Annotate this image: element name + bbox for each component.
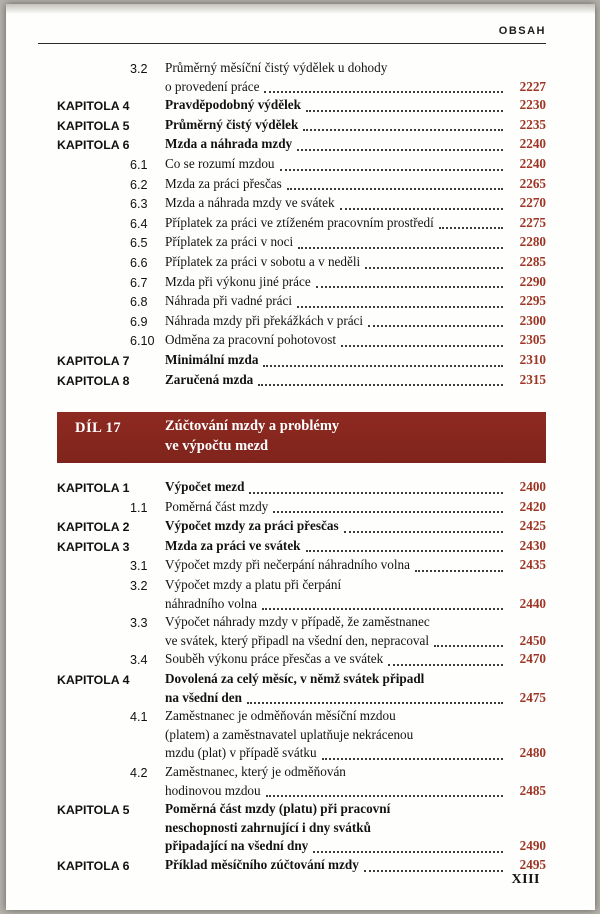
entry-title: Průměrný měsíční čistý výdělek u dohody xyxy=(165,60,388,75)
entry-title: Mzda za práci ve svátek xyxy=(165,537,301,553)
toc-entry-row xyxy=(57,670,546,707)
entry-page-number: 2475 xyxy=(519,689,546,705)
entry-page-number: 2485 xyxy=(519,782,546,798)
entry-title: ve svátek, který připadl na všední den, nepracoval xyxy=(165,632,430,648)
entry-number: 3.3 xyxy=(130,616,148,631)
toc-entry-row xyxy=(57,498,546,518)
toc-entry-row xyxy=(57,650,546,670)
entry-line xyxy=(165,498,546,517)
toc-entry-row xyxy=(57,556,546,576)
entry-body xyxy=(165,371,546,391)
entry-number: 6.8 xyxy=(130,295,148,310)
entry-body xyxy=(165,273,546,293)
entry-line xyxy=(165,78,546,97)
entry-title: Výpočet mzdy při nečerpání náhradního volna xyxy=(165,557,410,573)
entry-line xyxy=(165,351,546,370)
entry-body xyxy=(165,517,546,537)
entry-title: Náhrada při vadné práci xyxy=(165,293,293,309)
entry-title: Odměna za pracovní pohotovost xyxy=(165,332,337,348)
entry-body xyxy=(165,253,546,273)
entry-page-number: 2480 xyxy=(519,745,546,761)
entry-line xyxy=(165,689,546,708)
entry-page-number: 2235 xyxy=(519,116,546,132)
entry-body xyxy=(165,135,546,155)
dot-leader xyxy=(340,208,503,210)
dot-leader xyxy=(341,345,503,347)
entry-title: Průměrný čistý výdělek xyxy=(165,116,299,132)
header-rule xyxy=(38,43,546,44)
toc-entry-row xyxy=(57,478,546,498)
entry-body xyxy=(165,116,546,136)
entry-body xyxy=(165,194,546,214)
entry-line xyxy=(165,253,546,272)
dot-leader xyxy=(415,570,503,572)
entry-number: KAPITOLA 5 xyxy=(57,803,130,818)
entry-body xyxy=(165,537,546,557)
entry-line xyxy=(165,837,546,856)
toc-entry-row xyxy=(57,135,546,155)
dot-leader xyxy=(273,511,503,513)
entry-body xyxy=(165,856,546,876)
entry-body xyxy=(165,292,546,312)
entry-number: 1.1 xyxy=(130,500,148,515)
entry-number: 3.1 xyxy=(130,559,148,574)
footer-page-number: XIII xyxy=(511,872,540,887)
entry-page-number: 2430 xyxy=(519,537,546,553)
entry-title: na všední den xyxy=(165,689,242,705)
entry-line xyxy=(165,194,546,213)
entry-page-number: 2490 xyxy=(519,838,546,854)
entry-number: KAPITOLA 7 xyxy=(57,353,130,368)
entry-page-number: 2285 xyxy=(519,253,546,269)
toc-entry-row xyxy=(57,537,546,557)
toc-entry-row xyxy=(57,155,546,175)
dot-leader xyxy=(297,149,503,151)
entry-number: 6.1 xyxy=(130,157,148,172)
part-title-line-1: Zúčtování mzdy a problémy xyxy=(165,418,340,435)
page-header: OBSAH xyxy=(498,25,546,37)
toc-entry-row xyxy=(57,613,546,650)
entry-number: KAPITOLA 4 xyxy=(57,673,130,688)
entry-page-number: 2265 xyxy=(519,175,546,191)
entry-body xyxy=(165,59,546,96)
entry-body xyxy=(165,96,546,116)
entry-line xyxy=(165,233,546,252)
entry-number: 4.2 xyxy=(130,766,148,780)
entry-title: Poměrná část mzdy (platu) při pracovní xyxy=(165,801,391,817)
dot-leader xyxy=(344,531,503,533)
entry-title: Příplatek za práci ve ztíženém pracovním prostředí xyxy=(165,214,434,230)
entry-title: Poměrná část mzdy xyxy=(165,498,269,514)
entry-title: Mzda a náhrada mzdy xyxy=(165,136,293,152)
dot-leader xyxy=(365,267,503,269)
entry-page-number: 2470 xyxy=(519,651,546,667)
entry-title: Minimální mzda xyxy=(165,351,259,367)
entry-page-number: 2227 xyxy=(519,78,546,94)
entry-page-number: 2290 xyxy=(519,273,546,289)
entry-title: Mzda při výkonu jiné práce xyxy=(165,273,311,289)
dot-leader xyxy=(368,325,503,327)
entry-line xyxy=(165,517,546,536)
toc-entry-row xyxy=(57,856,546,876)
entry-line xyxy=(165,331,546,350)
entry-line xyxy=(165,650,546,669)
toc-entry-row xyxy=(57,233,546,253)
toc-entry-row xyxy=(57,351,546,371)
entry-body xyxy=(165,175,546,195)
toc-entry-row xyxy=(57,312,546,332)
dot-leader xyxy=(303,129,503,131)
toc-entry-row xyxy=(57,371,546,391)
entry-body xyxy=(165,233,546,253)
entry-page-number: 2400 xyxy=(519,479,546,495)
entry-page-number: 2450 xyxy=(519,632,546,648)
entry-body xyxy=(165,312,546,332)
entry-page-number: 2310 xyxy=(519,351,546,367)
entry-title: Náhrada mzdy při překážkách v práci xyxy=(165,312,364,328)
entry-title: Příplatek za práci v sobotu a v neděli xyxy=(165,253,361,269)
entry-title: Výpočet mzdy za práci přesčas xyxy=(165,518,339,534)
entry-line xyxy=(165,312,546,331)
entry-number: 6.10 xyxy=(130,334,155,349)
entry-number: 3.2 xyxy=(130,579,148,594)
dot-leader xyxy=(364,870,503,872)
dot-leader xyxy=(249,492,503,494)
entry-body xyxy=(165,613,546,650)
part-title xyxy=(165,417,339,456)
toc-entry-row xyxy=(57,763,546,800)
entry-page-number: 2270 xyxy=(519,195,546,211)
part-title-line-2: ve výpočtu mezd xyxy=(165,437,269,454)
dot-leader xyxy=(298,247,503,249)
entry-line xyxy=(165,371,546,390)
toc-entry-row xyxy=(57,273,546,293)
entry-title: hodinovou mzdou xyxy=(165,782,261,798)
entry-number: 3.2 xyxy=(130,62,148,76)
toc-entry-row xyxy=(57,292,546,312)
entry-line xyxy=(165,632,546,651)
entry-page-number: 2240 xyxy=(519,155,546,171)
dot-leader xyxy=(264,91,503,93)
entry-line xyxy=(165,670,546,689)
toc-entry-row xyxy=(57,800,546,856)
entry-body xyxy=(165,650,546,670)
entry-line xyxy=(165,613,546,632)
entry-number: 6.5 xyxy=(130,236,148,251)
scanned-page xyxy=(6,4,595,910)
toc-entry-row xyxy=(57,517,546,537)
entry-number: KAPITOLA 6 xyxy=(57,858,130,873)
entry-body xyxy=(165,214,546,234)
entry-title: Příklad měsíčního zúčtování mzdy xyxy=(165,856,359,872)
dot-leader xyxy=(306,550,503,552)
entry-line xyxy=(165,116,546,135)
entry-line xyxy=(165,707,546,726)
entry-page-number: 2275 xyxy=(519,214,546,230)
entry-title: Dovolená za celý měsíc, v němž svátek připadl xyxy=(165,671,425,687)
entry-number: 4.1 xyxy=(130,710,148,725)
entry-number: 6.9 xyxy=(130,314,148,329)
entry-number: KAPITOLA 2 xyxy=(57,520,130,535)
dot-leader xyxy=(434,645,503,647)
toc-section-1 xyxy=(57,59,546,390)
entry-title: Výpočet náhrady mzdy v případě, že zaměstnanec xyxy=(165,614,430,630)
entry-title: Zaměstnanec, který je odměňován xyxy=(165,764,346,779)
entry-number: KAPITOLA 4 xyxy=(57,99,130,114)
entry-line xyxy=(165,135,546,154)
entry-line xyxy=(165,292,546,311)
entry-line xyxy=(165,726,546,745)
entry-line xyxy=(165,96,546,115)
entry-number: 3.4 xyxy=(130,653,148,668)
entry-line xyxy=(165,537,546,556)
entry-title: (platem) a zaměstnavatel uplatňuje nekrácenou xyxy=(165,726,414,742)
part-label: DÍL 17 xyxy=(75,420,122,437)
dot-leader xyxy=(306,110,503,112)
part-banner xyxy=(57,412,546,463)
dot-leader xyxy=(322,758,503,760)
entry-page-number: 2295 xyxy=(519,293,546,309)
entry-line xyxy=(165,478,546,497)
toc-entry-row xyxy=(57,331,546,351)
entry-title: Výpočet mzdy a platu při čerpání xyxy=(165,577,342,593)
dot-leader xyxy=(287,188,503,190)
entry-body xyxy=(165,478,546,498)
entry-page-number: 2420 xyxy=(519,498,546,514)
entry-title: Mzda a náhrada mzdy ve svátek xyxy=(165,195,335,211)
toc-entry-row xyxy=(57,59,546,96)
entry-body xyxy=(165,763,546,800)
table-of-contents xyxy=(57,59,546,876)
entry-page-number: 2435 xyxy=(519,557,546,573)
entry-line xyxy=(165,800,546,819)
entry-title: Příplatek za práci v noci xyxy=(165,234,294,250)
entry-page-number: 2495 xyxy=(519,856,546,872)
entry-number: KAPITOLA 8 xyxy=(57,373,130,388)
entry-body xyxy=(165,331,546,351)
entry-line xyxy=(165,273,546,292)
entry-number: 6.7 xyxy=(130,275,148,290)
dot-leader xyxy=(262,608,503,610)
entry-line xyxy=(165,556,546,575)
dot-leader xyxy=(247,702,503,704)
toc-entry-row xyxy=(57,253,546,273)
entry-number: KAPITOLA 6 xyxy=(57,138,130,153)
entry-page-number: 2425 xyxy=(519,518,546,534)
entry-line xyxy=(165,819,546,838)
entry-title: neschopnosti zahrnující i dny svátků xyxy=(165,819,371,835)
entry-body xyxy=(165,155,546,175)
entry-title: Souběh výkonu práce přesčas a ve svátek xyxy=(165,651,384,667)
entry-number: 6.2 xyxy=(130,177,148,192)
entry-body xyxy=(165,351,546,371)
dot-leader xyxy=(297,306,503,308)
entry-line xyxy=(165,155,546,174)
entry-title: Výpočet mezd xyxy=(165,479,245,495)
entry-title: připadající na všední dny xyxy=(165,838,309,854)
entry-page-number: 2300 xyxy=(519,312,546,328)
entry-title: Mzda za práci přesčas xyxy=(165,175,282,191)
toc-entry-row xyxy=(57,576,546,613)
entry-line xyxy=(165,175,546,194)
torn-paper-edge xyxy=(6,4,595,16)
entry-body xyxy=(165,707,546,763)
entry-line xyxy=(165,214,546,233)
toc-section-2 xyxy=(57,478,546,875)
entry-number: KAPITOLA 1 xyxy=(57,481,130,496)
entry-line xyxy=(165,744,546,763)
toc-entry-row xyxy=(57,214,546,234)
entry-line xyxy=(165,595,546,614)
entry-number: KAPITOLA 3 xyxy=(57,539,130,554)
entry-page-number: 2440 xyxy=(519,595,546,611)
dot-leader xyxy=(439,227,503,229)
entry-line xyxy=(165,576,546,595)
entry-title: Co se rozumí mzdou xyxy=(165,155,275,171)
entry-body xyxy=(165,670,546,707)
entry-body xyxy=(165,576,546,613)
toc-entry-row xyxy=(57,96,546,116)
entry-page-number: 2280 xyxy=(519,234,546,250)
entry-title: Zaměstnanec je odměňován měsíční mzdou xyxy=(165,708,396,724)
entry-page-number: 2315 xyxy=(519,371,546,387)
dot-leader xyxy=(316,286,503,288)
toc-entry-row xyxy=(57,194,546,214)
entry-title: náhradního volna xyxy=(165,595,257,611)
entry-page-number: 2305 xyxy=(519,332,546,348)
entry-title: Pravděpodobný výdělek xyxy=(165,97,301,113)
entry-line xyxy=(165,782,546,801)
entry-number: 6.3 xyxy=(130,197,148,212)
entry-number: 6.6 xyxy=(130,255,148,270)
entry-title: Zaručená mzda xyxy=(165,371,254,387)
entry-line xyxy=(165,59,546,78)
toc-entry-row xyxy=(57,707,546,763)
entry-line xyxy=(165,856,546,875)
entry-body xyxy=(165,498,546,518)
entry-title: o provedení práce xyxy=(165,78,260,94)
dot-leader xyxy=(258,384,503,386)
dot-leader xyxy=(280,169,503,171)
entry-body xyxy=(165,800,546,856)
entry-line xyxy=(165,763,546,782)
dot-leader xyxy=(313,851,503,853)
toc-entry-row xyxy=(57,116,546,136)
entry-title: mzdu (plat) v případě svátku xyxy=(165,745,317,761)
dot-leader xyxy=(263,365,503,367)
entry-page-number: 2230 xyxy=(519,97,546,113)
toc-entry-row xyxy=(57,175,546,195)
entry-page-number: 2240 xyxy=(519,136,546,152)
dot-leader xyxy=(388,664,503,666)
entry-number: 6.4 xyxy=(130,216,148,231)
entry-number: KAPITOLA 5 xyxy=(57,118,130,133)
entry-body xyxy=(165,556,546,576)
dot-leader xyxy=(266,795,503,797)
